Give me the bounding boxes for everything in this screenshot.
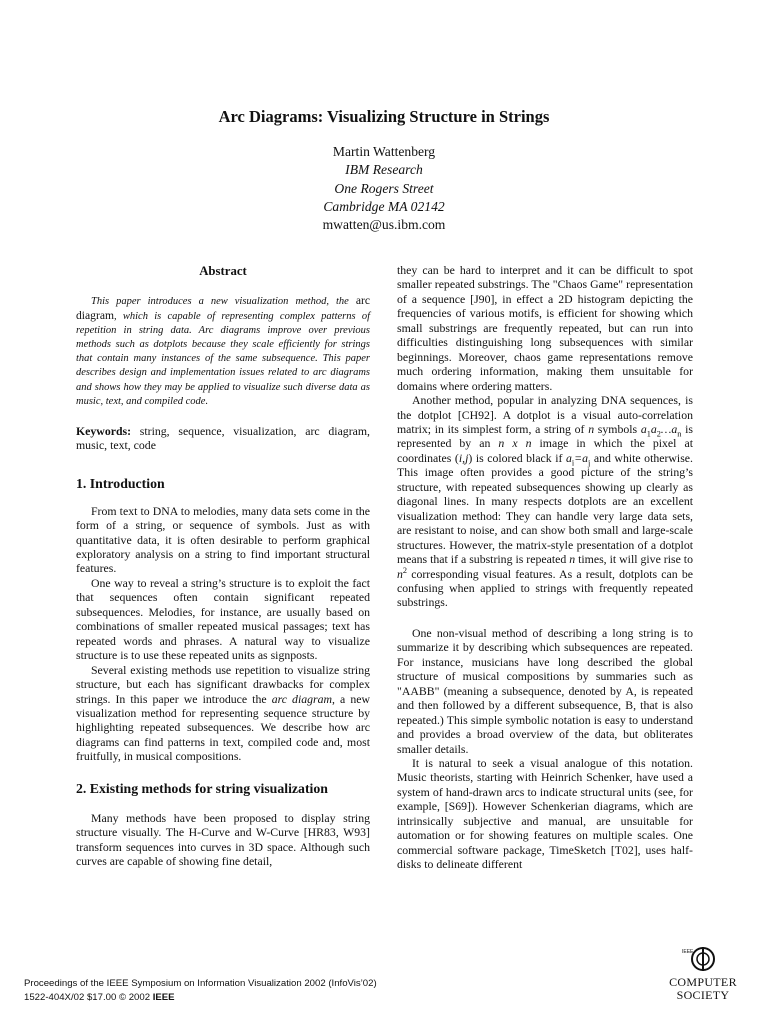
- schenker-paragraph: It is natural to seek a visual analogue of this notation. Music theorists, starting with Heinrich Schenker, have used a system of hand-drawn arcs to indicate structural units (see, for example, [S69]). However Schenkerian diagrams, which are intrinsically subjective and manual, are unsuitable for automation or for showing features on multiple scales. One commercial software package, TimeSketch [T02], uses half-disks to delineate different: [397, 755, 693, 872]
- ieee-emblem-icon: [662, 945, 744, 971]
- right-column: [397, 263, 693, 872]
- dotplot-paragraph: Another method, popular in analyzing DNA sequences, is the dotplot [CH92]. A dotplot is a visual auto-correlation matrix; in its simplest form, a string of n symbols $a_1a_2\dots a_n$ is represented by an n x n image in which the pixel at coordinates (i,j) is colored black if $a_i=a_j$ and white otherwise. This image often provides a good picture of the string’s structure, with repeated subsequences showing up clearly as diagonal lines. In many respects dotplots are an excellent visualization method: They can handle very large data sets, are resistant to noise, and can show both small and large-scale structures. However, the matrix-style presentation of a dotplot means that if a substring is repeated n times, it will give rise to $n^2$ corresponding visual features. As a result, dotplots can be confusing when applied to strings with frequently repeated substrings.: [397, 393, 693, 610]
- author-name: Martin Wattenberg: [332, 144, 436, 159]
- paper-title: Arc Diagrams: Visualizing Structure in Strings: [218, 107, 550, 126]
- logo-line-2: SOCIETY: [676, 987, 730, 1002]
- author-email: mwatten@us.ibm.com: [322, 217, 446, 233]
- left-column: [76, 263, 370, 869]
- footer-copyright: 1522-404X/02 $17.00 © 2002 IEEE: [24, 992, 175, 1003]
- intro-paragraph-1: From text to DNA to melodies, many data sets come in the form of a string, or sequence of symbols. Just as with quantitative data, it is often desirable to perform graphical exploratory analysis on a string to find important structural features.: [76, 503, 370, 576]
- author-block: [0, 143, 768, 234]
- intro-paragraph-2: One way to reveal a string’s structure is to exploit the fact that sequences often contain significant repeated subsequences. Melodies, for instance, are usually based on combinations of smaller repeated musical passages; text has repeated words and phrases. A natural way to visualize structure is to use these repeated units as signposts.: [76, 575, 370, 663]
- abstract-term: arc diagram: [76, 294, 370, 323]
- right-paragraph-1: they can be hard to interpret and it can be difficult to spot smaller repeated substrings. The "Chaos Game" representation of a sequence [J90], in effect a 2D histogram depicting the frequencies of various motifs, is efficient for showing which small substrings are frequently repeated, but can run into difficulties distinguishing long subsequences with similar beginnings. Moreover, chaos game representations remove much ordering information, making them unsuitable for domains where ordering matters.: [397, 263, 693, 393]
- section-2-heading: 2. Existing methods for string visualization: [76, 780, 328, 796]
- keywords-label: Keywords:: [76, 423, 132, 438]
- author-org: IBM Research: [345, 162, 423, 178]
- abstract-text: This paper introduces a new visualization method, the arc diagram, which is capable of representing complex patterns of repetition in string data. Arc diagrams improve over previous methods such as dotplots because they scale efficiently for strings that contain many instances of the same subsequence. This paper describes design and implementation issues related to arc diagrams and shows how they may be applied to visualize such diverse data as music, text, and compiled code.: [76, 294, 370, 407]
- intro-term: arc diagram: [271, 691, 333, 706]
- proceedings-footer: [24, 977, 377, 1005]
- keywords: Keywords: string, sequence, visualization, arc diagram, music, text, code: [76, 423, 370, 453]
- intro-paragraph-3: Several existing methods use repetition to visualize string structure, but each has significant drawbacks for complex strings. In this paper we introduce the arc diagram, a new visualization method for representing sequence structure by highlighting repeated subsequences. We describe how arc diagrams can find patterns in text, compiled code and, most fruitfully, in musical compositions.: [76, 662, 371, 764]
- computer-society-logo: [662, 945, 744, 1005]
- author-city: Cambridge MA 02142: [323, 198, 445, 214]
- section-1-heading: 1. Introduction: [76, 475, 165, 491]
- footer-proceedings: Proceedings of the IEEE Symposium on Information Visualization 2002 (InfoVis’02): [24, 978, 377, 989]
- abstract-heading: Abstract: [199, 264, 247, 278]
- author-street: One Rogers Street: [334, 180, 434, 196]
- logo-ieee-text: IEEE: [682, 949, 694, 955]
- existing-paragraph-1: Many methods have been proposed to display string structure visually. The H-Curve and W-Curve [HR83, W93] transform sequences into curves in 3D space. Although such curves are capable of showing fine detail,: [76, 810, 370, 869]
- logo-line-1: COMPUTER: [669, 975, 737, 989]
- summary-paragraph: One non-visual method of describing a long string is to summarize it by describing which subsequences are repeated. For instance, musicians have long described the global structure of musical compositions by summaries such as "AABB" (meaning a subsequence, denoted by A, is repeated and then followed by a different subsequence, B, that is also repeated.) This simple symbolic notation is easy to understand and provides a broad overview of the data, but obliterates smaller details.: [397, 625, 693, 756]
